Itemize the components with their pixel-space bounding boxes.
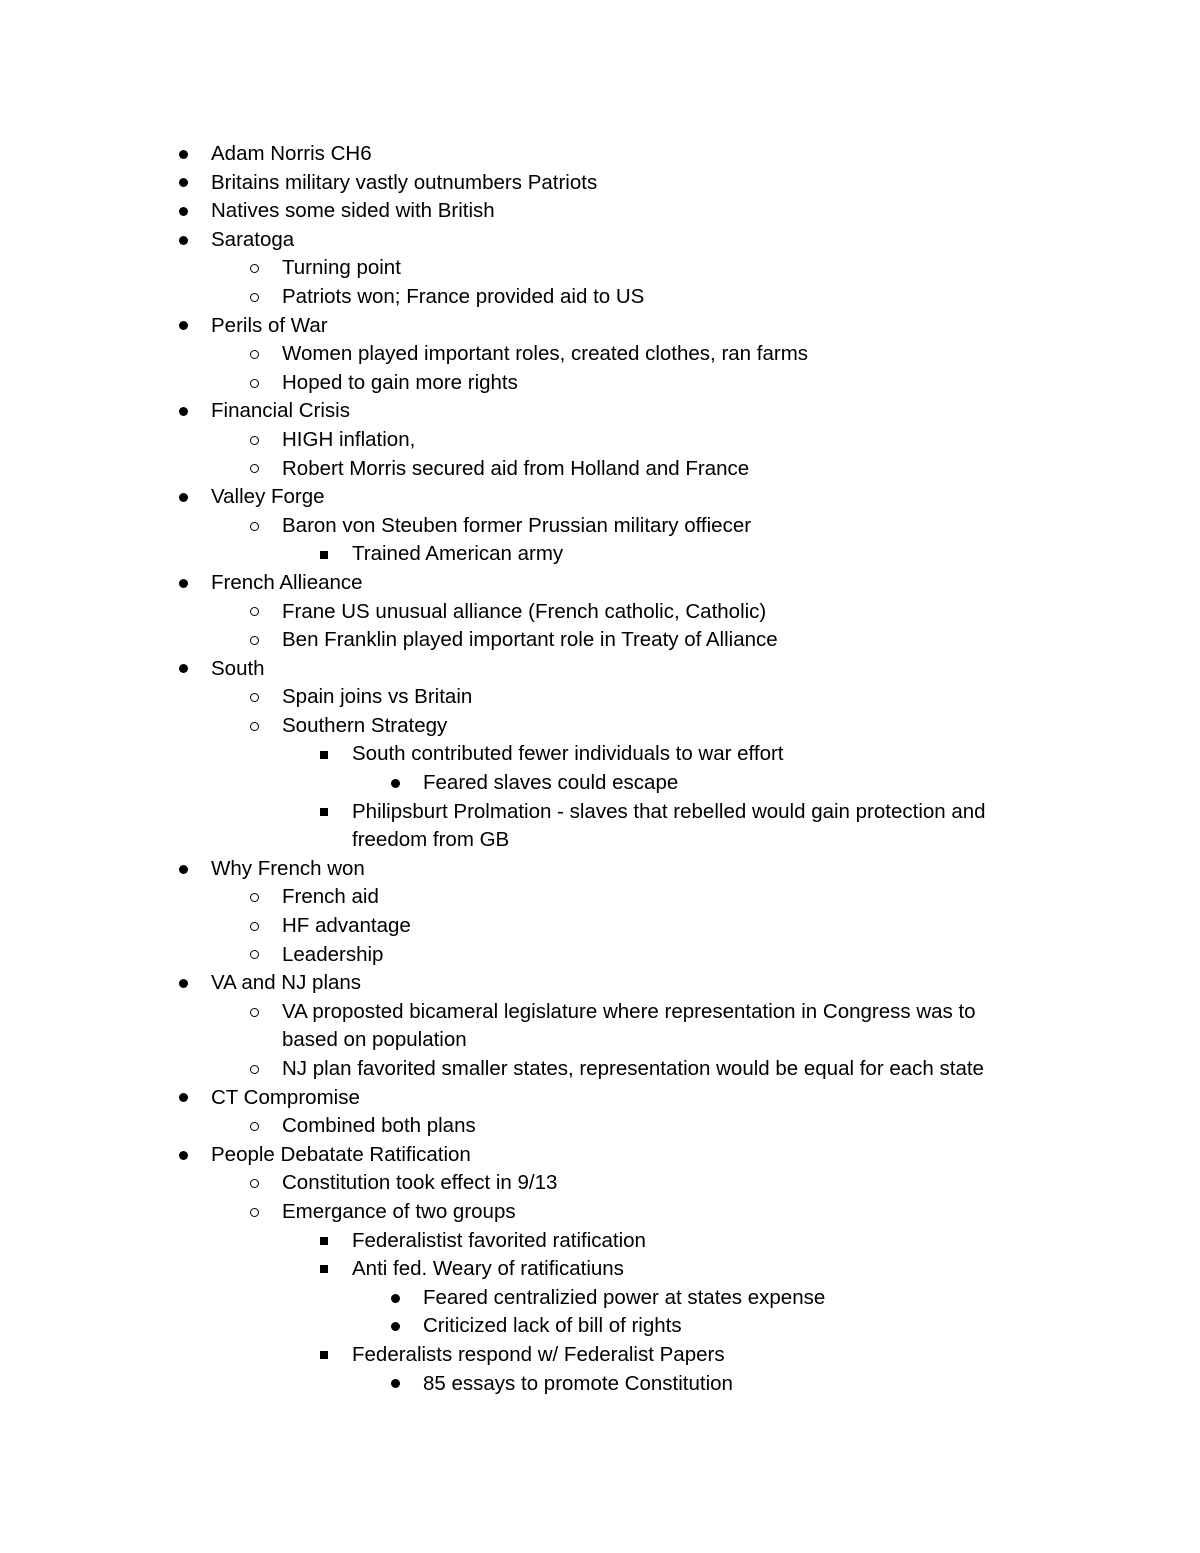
bullet-square-icon — [317, 1341, 331, 1370]
list-item-text: Adam Norris CH6 — [211, 142, 372, 165]
list-item-text: Federalists respond w/ Federalist Papers — [352, 1342, 725, 1366]
list-item-text: Why French won — [211, 856, 365, 880]
bullet-disc-icon — [388, 769, 402, 798]
list-item-text: 85 essays to promote Constitution — [423, 1371, 733, 1395]
list-item-text: Patriots won; France provided aid to US — [282, 284, 645, 308]
bullet-square-icon — [317, 1255, 331, 1284]
list-item — [0, 1255, 1031, 1284]
list-item-text: Federalistist favorited ratification — [352, 1228, 646, 1252]
list-item-text: Emergance of two groups — [282, 1199, 516, 1223]
bullet-circle-icon — [247, 712, 261, 741]
bullet-circle-icon — [247, 1112, 261, 1141]
list-item-text: Feared slaves could escape — [423, 771, 679, 795]
list-item-text: NJ plan favorited smaller states, representation would be equal for each state — [282, 1057, 984, 1080]
list-item — [0, 1141, 1031, 1170]
list-item-text: Britains military vastly outnumbers Patriots — [211, 170, 598, 194]
list-item-text: French aid — [282, 885, 379, 909]
bullet-disc-icon — [176, 569, 190, 598]
bullet-disc-icon — [388, 1370, 402, 1399]
list-item — [0, 769, 1031, 798]
list-item — [0, 1169, 1031, 1198]
bullet-disc-icon — [176, 1141, 190, 1170]
list-item — [0, 912, 1031, 941]
bullet-circle-icon — [247, 340, 261, 369]
list-item-text: Financial Crisis — [211, 399, 350, 423]
list-item-text: French Allieance — [211, 570, 363, 594]
list-item-text: Feared centralizied power at states expense — [423, 1285, 826, 1309]
bullet-square-icon — [317, 798, 331, 827]
list-item — [0, 397, 1031, 426]
list-item-text: People Debatate Ratification — [211, 1142, 471, 1166]
list-item-text: Women played important roles, created clothes, ran farms — [282, 342, 809, 366]
list-item — [0, 712, 1031, 741]
list-item — [0, 1112, 1031, 1141]
list-item-text: Leadership — [282, 942, 384, 966]
list-item-text: Trained American army — [352, 542, 564, 566]
list-item — [0, 1312, 1031, 1341]
list-item-text: South contributed fewer individuals to war effort — [352, 742, 784, 766]
list-item — [0, 655, 1031, 684]
bullet-circle-icon — [247, 683, 261, 712]
list-item — [0, 226, 1031, 255]
bulleted-list — [0, 140, 1200, 1398]
list-item-text: VA and NJ plans — [211, 971, 362, 995]
list-item — [0, 169, 1031, 198]
list-item — [0, 197, 1031, 226]
bullet-circle-icon — [247, 512, 261, 541]
bullet-disc-icon — [176, 655, 190, 684]
bullet-disc-icon — [176, 197, 190, 226]
bullet-circle-icon — [247, 1055, 261, 1084]
list-item — [0, 512, 1031, 541]
list-item — [0, 740, 1031, 769]
list-item-text: Saratoga — [211, 227, 295, 251]
list-item — [0, 683, 1031, 712]
bullet-disc-icon — [176, 169, 190, 198]
notes-page — [0, 140, 1200, 1398]
list-item-text: Combined both plans — [282, 1114, 476, 1138]
bullet-disc-icon — [176, 1084, 190, 1113]
list-item-text: Southern Strategy — [282, 713, 448, 737]
bullet-disc-icon — [388, 1284, 402, 1313]
bullet-disc-icon — [388, 1312, 402, 1341]
list-item — [0, 312, 1031, 341]
bullet-circle-icon — [247, 254, 261, 283]
list-item — [0, 254, 1031, 283]
list-item — [0, 140, 1031, 169]
bullet-square-icon — [317, 740, 331, 769]
list-item-text: Baron von Steuben former Prussian military offiecer — [282, 513, 752, 537]
list-item — [0, 483, 1031, 512]
list-item — [0, 883, 1031, 912]
bullet-square-icon — [317, 540, 331, 569]
bullet-square-icon — [317, 1227, 331, 1256]
list-item — [0, 1227, 1031, 1256]
bullet-circle-icon — [247, 883, 261, 912]
list-item-text: Spain joins vs Britain — [282, 685, 473, 709]
bullet-disc-icon — [176, 140, 190, 169]
list-item — [0, 540, 1031, 569]
list-item-text: Anti fed. Weary of ratificatiuns — [352, 1257, 624, 1281]
list-item — [0, 283, 1031, 312]
bullet-circle-icon — [247, 283, 261, 312]
list-item-text: South — [211, 656, 265, 680]
list-item — [0, 941, 1031, 970]
list-item-text: VA proposted bicameral legislature where representation in Congress was to based on population — [282, 999, 976, 1052]
bullet-disc-icon — [176, 483, 190, 512]
list-item-text: Frane US unusual alliance (French catholic, Catholic) — [282, 599, 767, 623]
list-item — [0, 1284, 1031, 1313]
list-item-text: Hoped to gain more rights — [282, 370, 518, 394]
list-item — [0, 1370, 1031, 1399]
bullet-circle-icon — [247, 1198, 261, 1227]
list-item — [0, 369, 1031, 398]
list-item-text: Turning point — [282, 256, 401, 280]
list-item-text: HF advantage — [282, 914, 411, 938]
bullet-disc-icon — [176, 969, 190, 998]
list-item — [0, 1198, 1031, 1227]
bullet-circle-icon — [247, 598, 261, 627]
list-item-text: Natives some sided with British — [211, 199, 495, 223]
list-item — [0, 998, 1031, 1055]
bullet-circle-icon — [247, 455, 261, 484]
bullet-disc-icon — [176, 855, 190, 884]
bullet-circle-icon — [247, 626, 261, 655]
list-item — [0, 969, 1031, 998]
list-item — [0, 455, 1031, 484]
bullet-disc-icon — [176, 312, 190, 341]
list-item-text: HIGH inflation, — [282, 427, 416, 451]
list-item-text: Constitution took effect in 9/13 — [282, 1171, 558, 1195]
list-item — [0, 1341, 1031, 1370]
list-item — [0, 340, 1031, 369]
list-item — [0, 426, 1031, 455]
list-item — [0, 626, 1031, 655]
list-item-text: Ben Franklin played important role in Treaty of Alliance — [282, 628, 778, 652]
bullet-circle-icon — [247, 1169, 261, 1198]
list-item-text: Valley Forge — [211, 485, 325, 509]
list-item-text: Philipsburt Prolmation - slaves that rebelled would gain protection and freedom from GB — [352, 799, 986, 852]
bullet-disc-icon — [176, 226, 190, 255]
list-item — [0, 1055, 1031, 1084]
list-item-text: Criticized lack of bill of rights — [423, 1314, 682, 1338]
list-item — [0, 1084, 1031, 1113]
bullet-disc-icon — [176, 397, 190, 426]
bullet-circle-icon — [247, 426, 261, 455]
list-item — [0, 569, 1031, 598]
bullet-circle-icon — [247, 912, 261, 941]
bullet-circle-icon — [247, 998, 261, 1027]
list-item — [0, 798, 1031, 855]
list-item-text: CT Compromise — [211, 1085, 360, 1109]
bullet-circle-icon — [247, 941, 261, 970]
list-item — [0, 855, 1031, 884]
list-item — [0, 598, 1031, 627]
bullet-circle-icon — [247, 369, 261, 398]
list-item-text: Robert Morris secured aid from Holland and France — [282, 456, 750, 480]
list-item-text: Perils of War — [211, 313, 328, 337]
